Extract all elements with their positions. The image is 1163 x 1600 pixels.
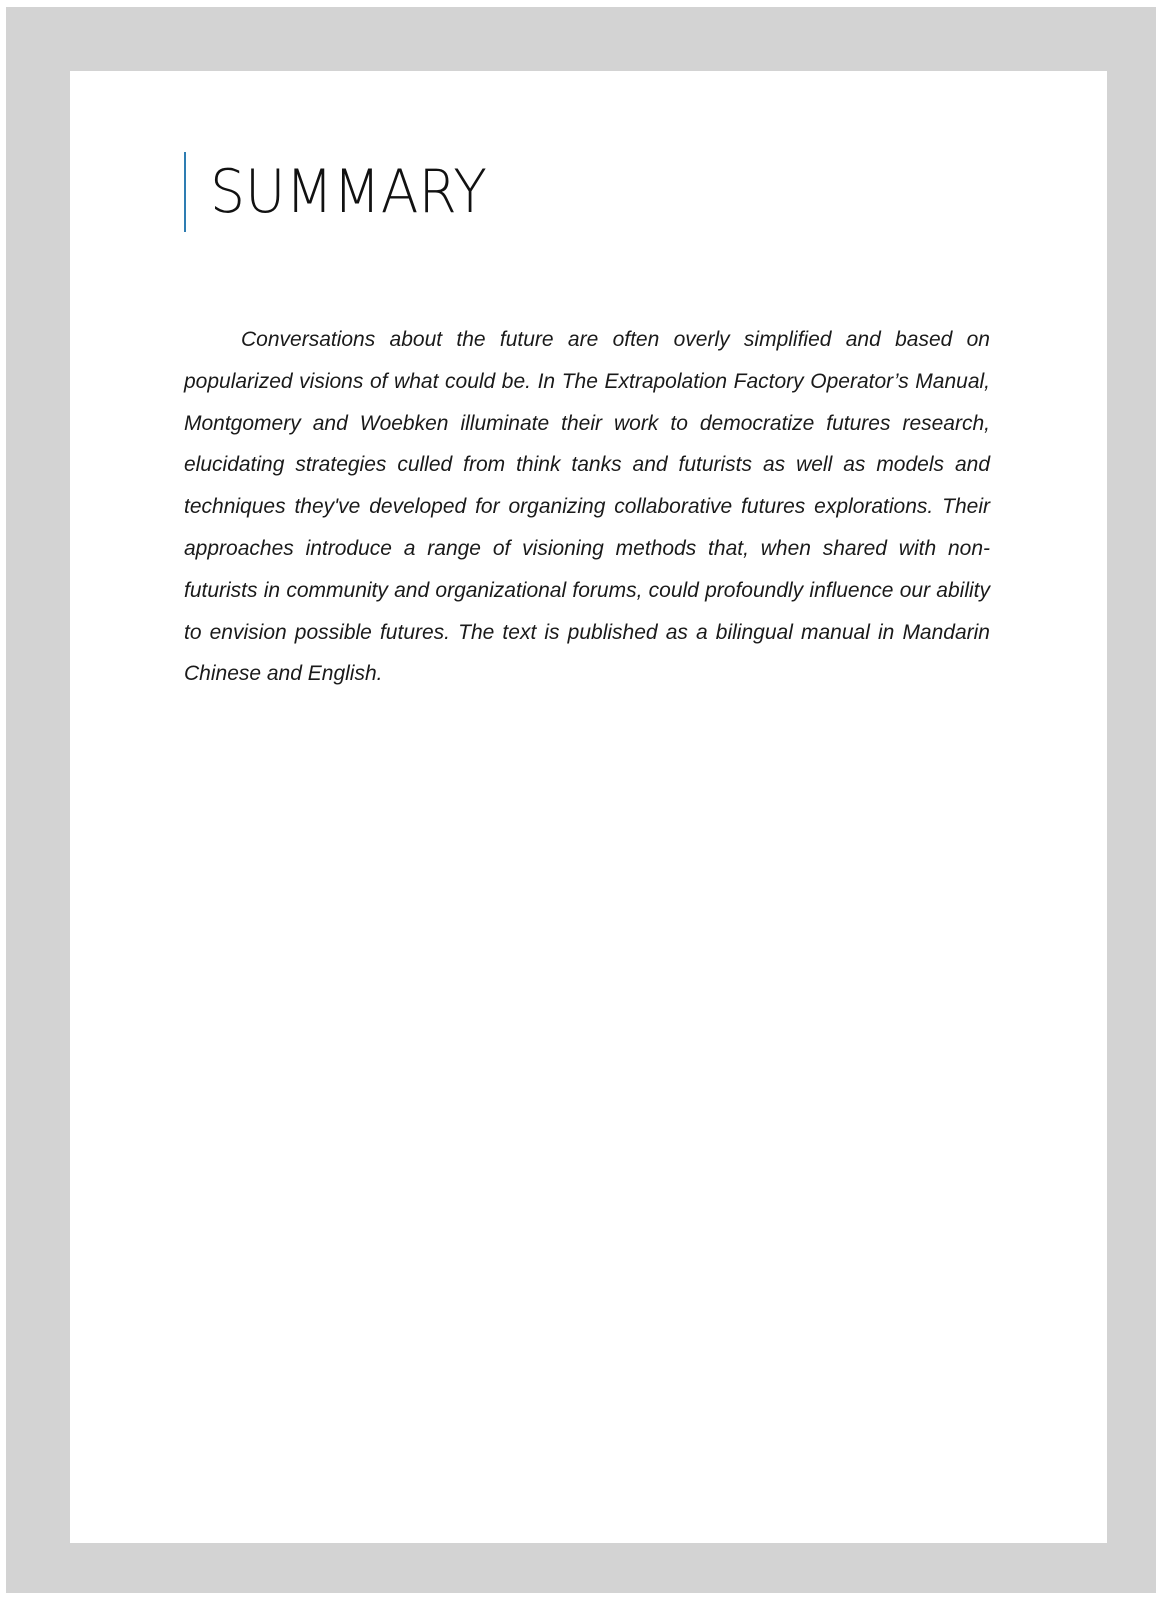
heading-block bbox=[184, 152, 511, 232]
page-frame bbox=[6, 7, 1156, 1593]
summary-paragraph: Conversations about the future are often overly simplified and based on popularized visions of what could be. In The Extrapolation Factory Operator’s Manual, Montgomery and Woebken illuminate their work to democratize futures research, elucidating strategies culled from think tanks and futurists as well as models and techniques they've developed for organizing collaborative futures explorations. Their approaches introduce a range of visioning methods that, when shared with non-futurists in community and organizational forums, could profoundly influence our ability to envision possible futures. The text is published as a bilingual manual in Mandarin Chinese and English. bbox=[184, 328, 990, 686]
page-title: SUMMARY bbox=[210, 157, 488, 227]
heading-accent-bar bbox=[184, 152, 186, 232]
document-page bbox=[70, 71, 1107, 1543]
